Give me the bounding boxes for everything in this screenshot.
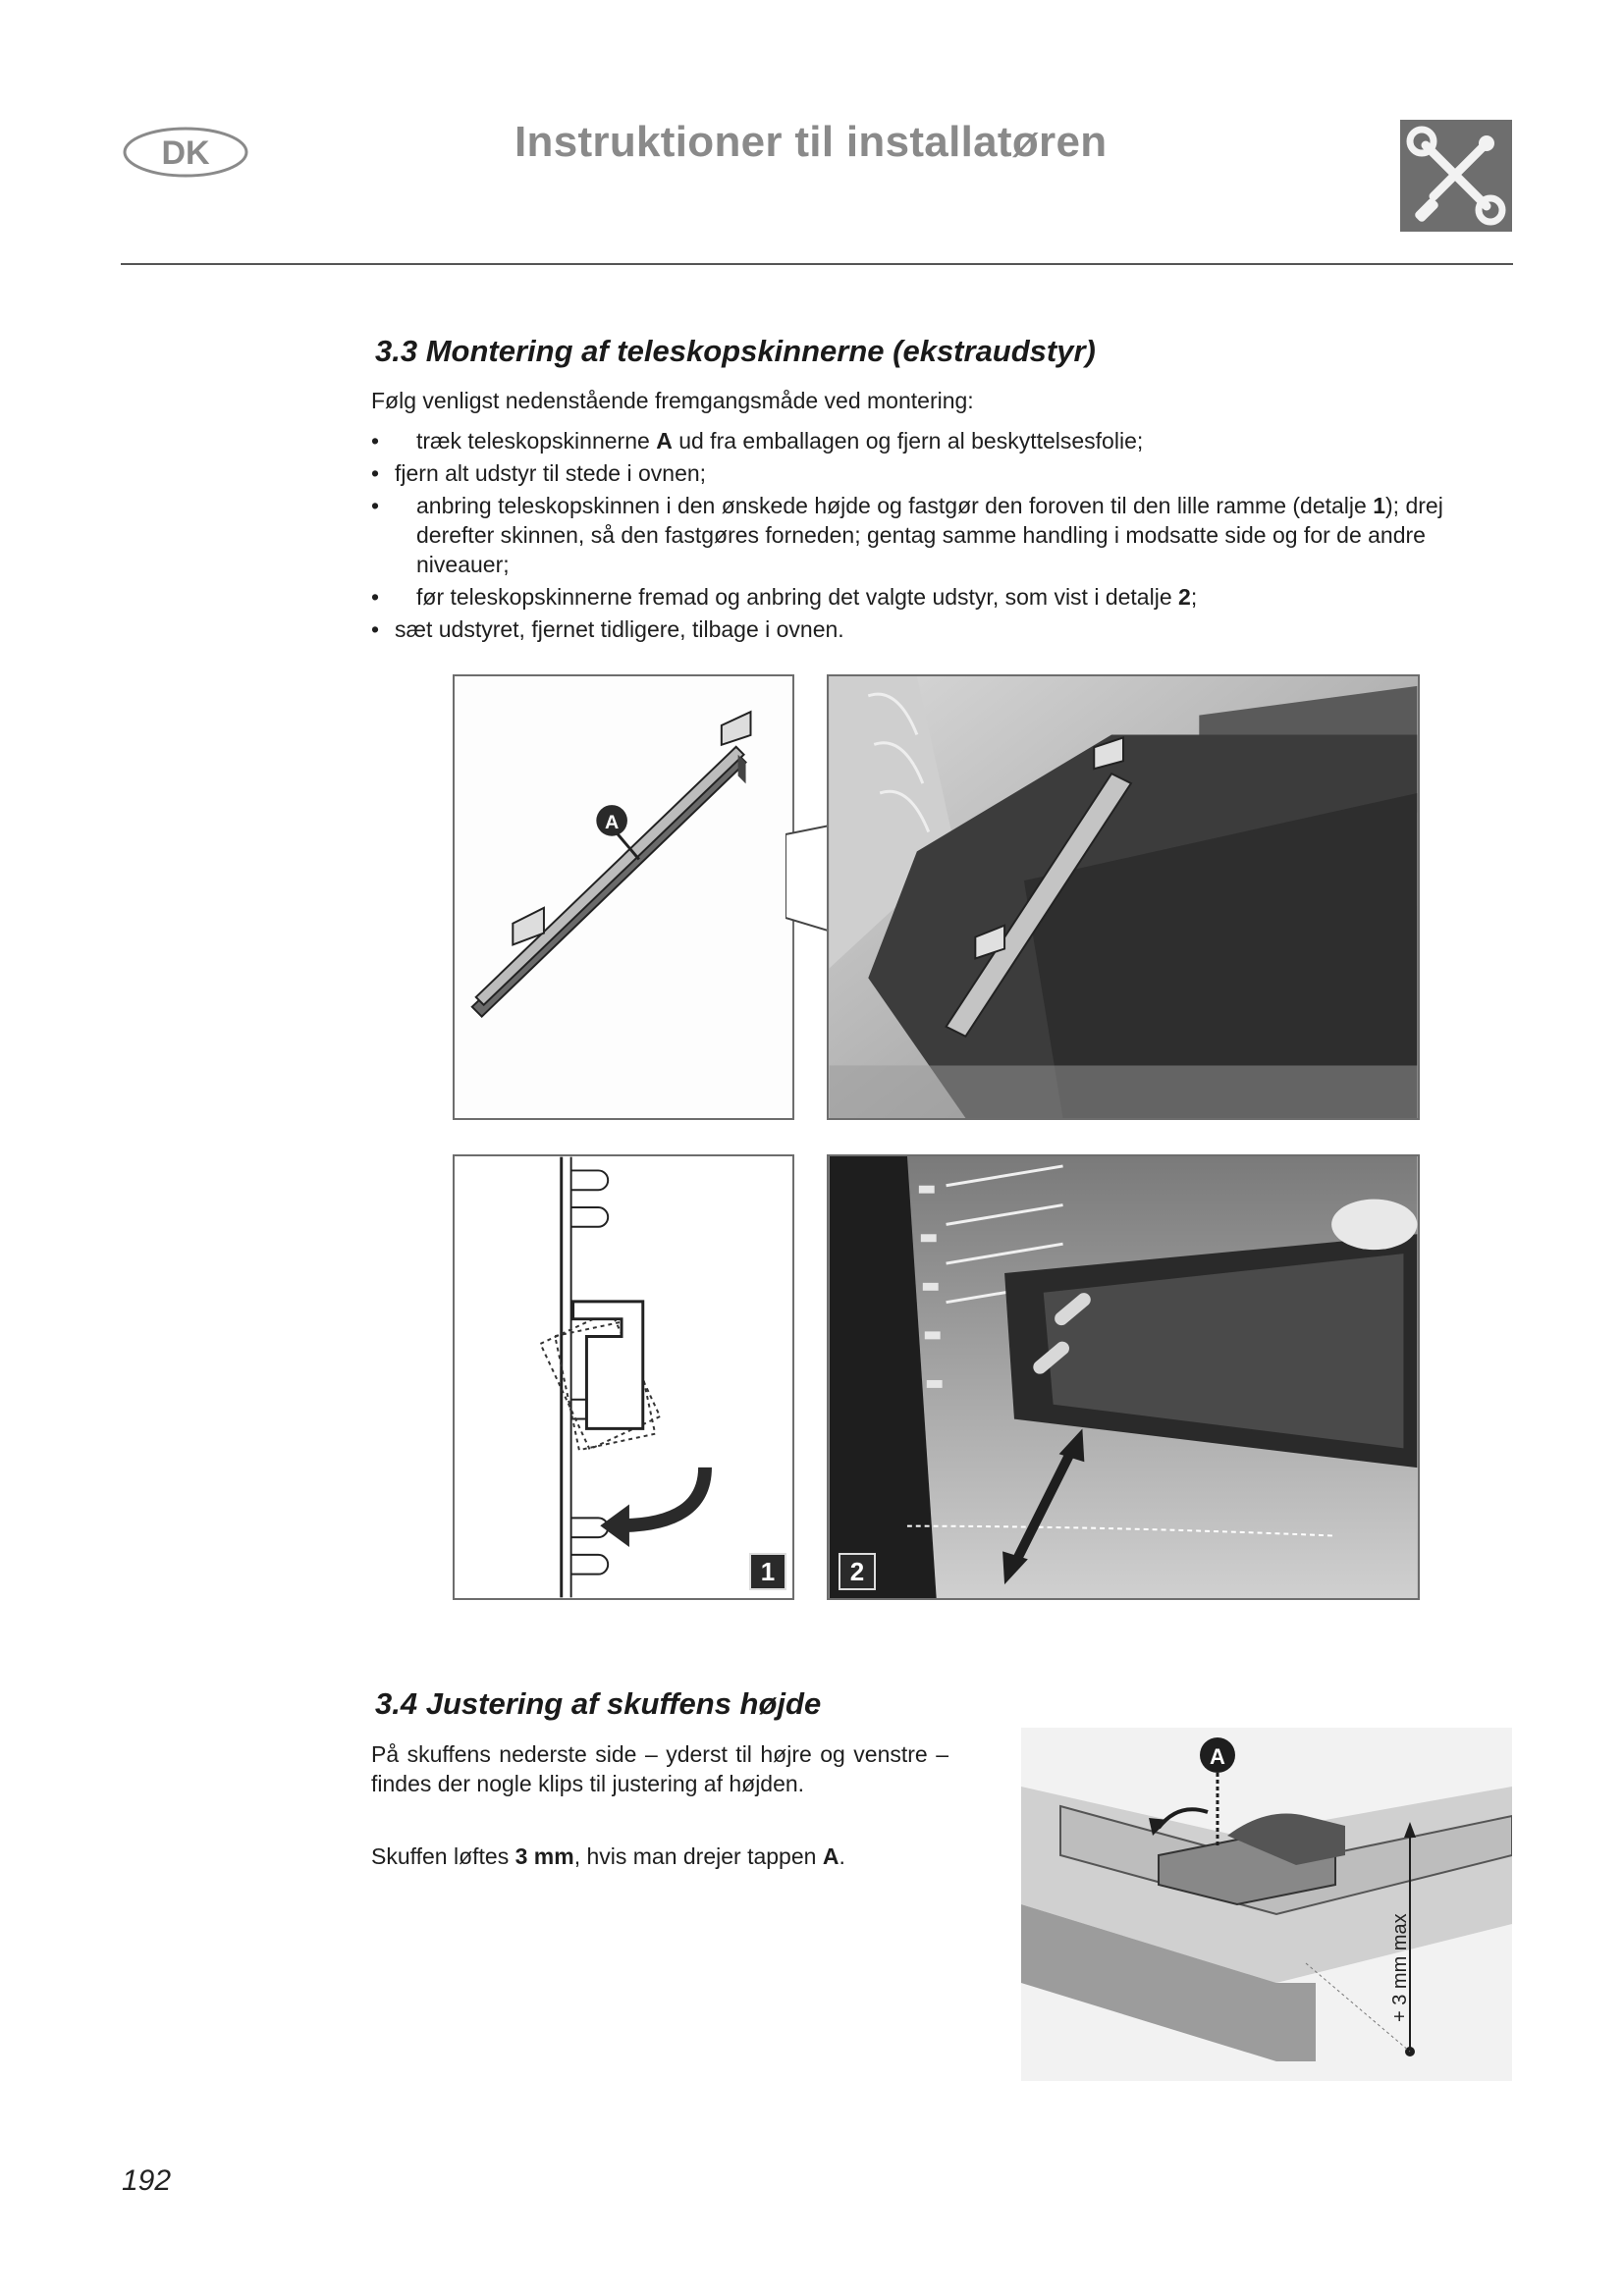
figure-oven-rail (827, 674, 1420, 1120)
page-title: Instruktioner til installatøren (514, 118, 1108, 166)
label-a: A (604, 811, 620, 833)
header-rule (121, 263, 1513, 265)
label-a: A (1210, 1744, 1225, 1769)
tools-icon (1400, 120, 1512, 232)
section-heading-3-4: 3.4 Justering af skuffens højde (375, 1686, 822, 1721)
list-item: • fjern alt udstyr til stede i ovnen; (371, 460, 707, 486)
dimension-label: + 3 mm max (1389, 1913, 1411, 2022)
section-heading-3-3: 3.3 Montering af teleskopskinnerne (ekstraudstyr) (375, 334, 1096, 368)
detail-badge-1: 1 (749, 1553, 786, 1590)
detail-badge-2: 2 (839, 1553, 876, 1590)
list-item: • træk teleskopskinnerne A ud fra emballagen og fjern al beskyttelsesfolie; (371, 428, 1144, 454)
figure-rail-closeup (453, 674, 794, 1120)
figure-detail-1 (453, 1154, 794, 1600)
page-number: 192 (122, 2164, 172, 2197)
list-item: • anbring teleskopskinnen i den ønskede højde og fastgør den foroven til den lille ramme (detalje 1); drej derefter skinnen, så den fastgøres forneden; gentag samme handling i modsatte side og for de andre niveauer; (371, 493, 1443, 577)
language-code: DK (161, 134, 210, 172)
language-badge (122, 126, 249, 179)
instruction-list (371, 426, 1510, 647)
section-34-paragraph-2: Skuffen løftes 3 mm, hvis man drejer tappen A. (371, 1843, 845, 1869)
list-item: • sæt udstyret, fjernet tidligere, tilbage i ovnen. (371, 616, 844, 642)
section-intro: Følg venligst nedenstående fremgangsmåde ved montering: (371, 388, 974, 413)
section-34-paragraph-1: På skuffens nederste side – yderst til højre og venstre – findes der nogle klips til justering af højden. (371, 1741, 948, 1796)
figure-detail-2 (827, 1154, 1420, 1600)
figure-drawer-clip (1021, 1728, 1512, 2081)
list-item: • før teleskopskinnerne fremad og anbring det valgte udstyr, som vist i detalje 2; (371, 584, 1198, 610)
